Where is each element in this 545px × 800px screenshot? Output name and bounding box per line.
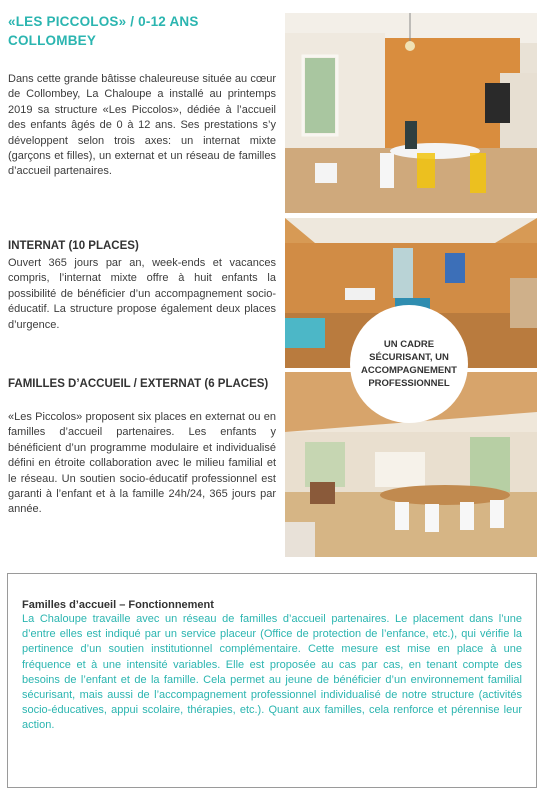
intro-paragraph: Dans cette grande bâtisse chaleureuse située au cœur de Collombey, La Chaloupe a installé au printemps 2019 sa structure «Les Piccolos», dédiée à l’accueil des enfants âgés de 0 à 12 ans. Ses prestations s’y développent selon trois axes: un internat mixte (garçons et filles), un externat et un réseau de familles d’accueil partenaires. [8,73,276,178]
info-box-text: La Chaloupe travaille avec un réseau de familles d’accueil partenaires. Le placement dans l’une d’entre elles est indiqué par un service placeur (Office de protection de l’enfance, etc.), qui vérifie la pertinence d’un soutien institutionnel complémentaire. Cette mesure est mise en place à une fréquence et à une intensité variables. Elle est proposée au cas par cas, en tenant compte des besoins de l’enfant et de la famille. Cela permet au jeune de bénéficier d’un environnement familial sécurisant, mais aussi de l’accompagnement professionnel individualisé de notre structure (activités socio-éducatives, appui scolaire, thérapies, etc.). Quant aux familles, cela renforce et pérennise leur action. [22,613,522,732]
quote-badge-text: UN CADRE SÉCURISANT, UN ACCOMPAGNEMENT PROFESSIONNEL [361,339,457,389]
info-box-title: Familles d’accueil – Fonctionnement [22,599,214,611]
familles-heading: FAMILLES D’ACCUEIL / EXTERNAT (6 PLACES) [8,378,269,390]
photo-dining-room [285,13,537,213]
familles-paragraph: «Les Piccolos» proposent six places en externat ou en familles d’accueil partenaires. Les enfants y bénéficient d’un programme modulaire et individualisé défini en étroite collaboration avec le milieu familial et le réseau. Un soutien socio-éducatif professionnel est garanti à l’enfant et à la famille 24h/24, 365 jours par année. [8,411,276,516]
section-title: «LES PICCOLOS» / 0-12 ANS COLLOMBEY [8,14,199,48]
quote-badge [350,305,468,423]
internat-heading: INTERNAT (10 PLACES) [8,240,139,252]
internat-paragraph: Ouvert 365 jours par an, week-ends et vacances compris, l’internat mixte offre à huit enfants la possibilité de bénéficier d’un accompagnement socio-éducatif. La structure propose également deux places d’urgence. [8,257,276,331]
info-box [7,573,537,788]
